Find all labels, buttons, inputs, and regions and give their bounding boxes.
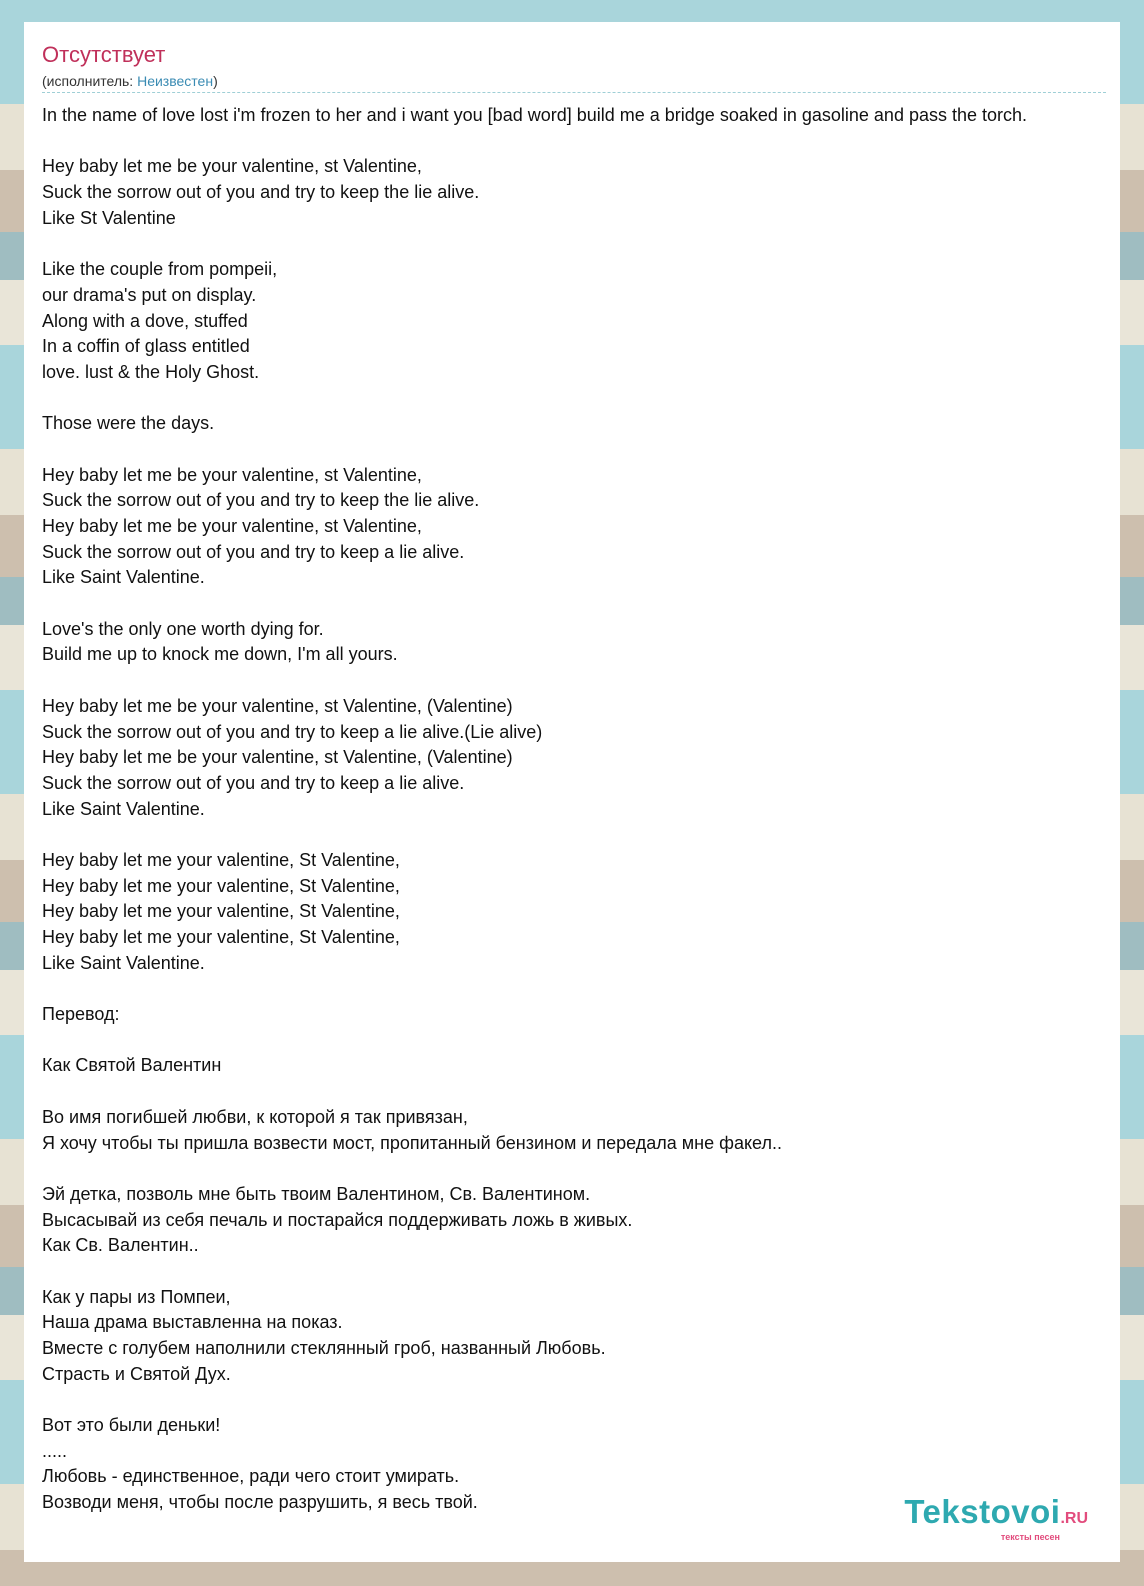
blank-line (42, 976, 1120, 1002)
lyric-line: Высасывай из себя печаль и постарайся поддерживать ложь в живых. (42, 1209, 633, 1230)
blank-line (42, 129, 1120, 155)
lyric-line: Возводи меня, чтобы после разрушить, я весь твой. (42, 1492, 478, 1513)
lyric-line: ..... (42, 1440, 68, 1461)
lyrics-sheet (24, 22, 1120, 1562)
lyric-line: love. lust & the Holy Ghost. (42, 361, 260, 382)
lyric-line: Перевод: (42, 1004, 120, 1025)
lyric-line: Я хочу чтобы ты пришла возвести мост, пропитанный бензином и передала мне факел.. (42, 1132, 782, 1153)
blank-line (42, 591, 1120, 617)
artist-link[interactable]: Неизвестен (137, 73, 214, 89)
blank-line (42, 1156, 1120, 1182)
song-title: Отсутствует (42, 42, 166, 67)
artist-prefix: (исполнитель: (42, 73, 138, 89)
blank-line (42, 822, 1120, 848)
artist-line (42, 72, 218, 90)
blank-line (42, 1028, 1120, 1054)
lyric-line: Suck the sorrow out of you and try to keep a lie alive. (42, 541, 465, 562)
lyric-line: Эй детка, позволь мне быть твоим Валентином, Св. Валентином. (42, 1183, 591, 1204)
lyric-line: Those were the days. (42, 413, 215, 434)
lyric-line: Suck the sorrow out of you and try to keep the lie alive. (42, 490, 480, 511)
lyric-line: Hey baby let me your valentine, St Valentine, (42, 849, 400, 870)
lyric-line: Like the couple from pompeii, (42, 259, 278, 280)
lyric-line: Любовь - единственное, ради чего стоит умирать. (42, 1466, 460, 1487)
lyric-line: Build me up to knock me down, I'm all yours. (42, 644, 398, 665)
blank-line (42, 1079, 1120, 1105)
lyric-line: Hey baby let me be your valentine, st Valentine, (Valentine) (42, 747, 513, 768)
lyric-line: Along with a dove, stuffed (42, 310, 248, 331)
lyric-line: Hey baby let me your valentine, St Valentine, (42, 927, 400, 947)
lyric-line: Suck the sorrow out of you and try to keep a lie alive.(Lie alive) (42, 721, 543, 742)
site-logo[interactable] (904, 1495, 1088, 1542)
logo-tld: .RU (1060, 1510, 1088, 1527)
lyric-line: Hey baby let me be your valentine, st Valentine, (42, 516, 422, 536)
lyric-line: Like Saint Valentine. (42, 567, 205, 588)
lyric-line: Hey baby let me your valentine, St Valentine, (42, 875, 400, 896)
lyric-line: Love's the only one worth dying for. (42, 618, 324, 639)
blank-line (42, 1259, 1120, 1285)
lyric-line: Like Saint Valentine. (42, 798, 205, 819)
blank-line (42, 1387, 1120, 1413)
lyric-line: Как Святой Валентин (42, 1055, 222, 1076)
lyric-line: Во имя погибшей любви, к которой я так привязан, (42, 1106, 468, 1127)
lyric-line: Hey baby let me be your valentine, st Valentine, (42, 156, 422, 177)
lyric-line: Вот это были деньки! (42, 1415, 221, 1436)
divider (42, 92, 1106, 93)
lyric-line: Hey baby let me be your valentine, st Valentine, (Valentine) (42, 695, 513, 716)
logo-name: Tekstovoi (904, 1493, 1061, 1530)
lyric-line: Страсть и Святой Дух. (42, 1363, 231, 1384)
lyric-line: our drama's put on display. (42, 284, 257, 305)
lyric-line: Like St Valentine (42, 207, 176, 228)
lyric-line: Наша драма выставленна на показ. (42, 1312, 343, 1333)
lyric-line: Hey baby let me your valentine, St Valentine, (42, 901, 400, 922)
lyric-line: Как Св. Валентин.. (42, 1235, 199, 1256)
logo-tagline: тексты песен (1000, 1532, 1060, 1542)
blank-line (42, 231, 1120, 257)
blank-line (42, 386, 1120, 412)
blank-line (42, 437, 1120, 463)
lyric-line: Как у пары из Помпеи, (42, 1286, 231, 1307)
lyric-line: Вместе с голубем наполнили стеклянный гроб, названный Любовь. (42, 1338, 606, 1358)
lyric-line: Suck the sorrow out of you and try to keep a lie alive. (42, 772, 465, 793)
lyrics-text (42, 103, 1120, 1516)
lyric-line: In a coffin of glass entitled (42, 336, 250, 357)
lyric-line: Suck the sorrow out of you and try to keep the lie alive. (42, 182, 480, 203)
lyric-line: Like Saint Valentine. (42, 952, 205, 973)
blank-line (42, 668, 1120, 694)
artist-suffix: ) (213, 73, 218, 89)
lyric-line: Hey baby let me be your valentine, st Valentine, (42, 464, 422, 485)
lyric-line: In the name of love lost i'm frozen to her and i want you [bad word] build me a bridge soaked in gasoline and pass the torch. (42, 105, 1028, 125)
